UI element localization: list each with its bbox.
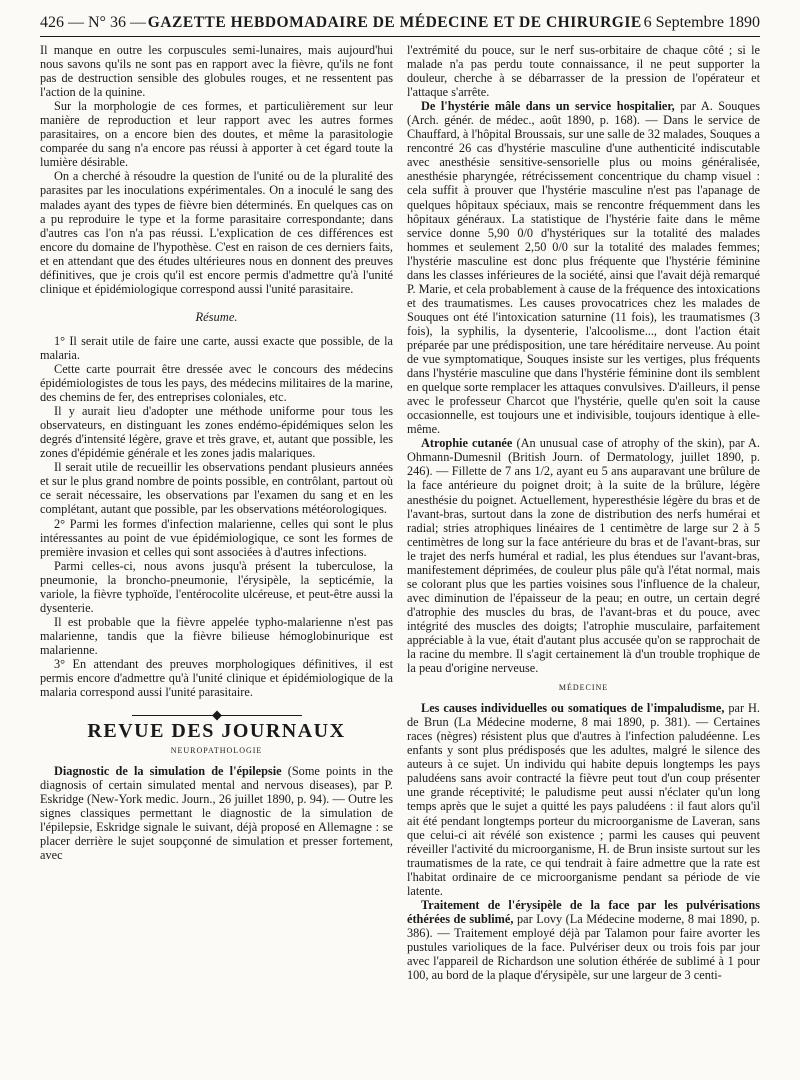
article-title: Traitement de l'érysipèle de la face par les pulvérisations éthérées de sublimé,	[407, 897, 760, 926]
section-label: NEUROPATHOLOGIE	[170, 746, 263, 756]
paragraph: l'extrémité du pouce, sur le nerf sus-orbitaire de chaque côté ; si le malade n'a pas perdu toute connaissance, il ne peut supporter la douleur, cherche à se débarrasser de la pression de l'opérateur et l'attaque s'arrête.	[407, 43, 760, 100]
resume-heading: Résume.	[195, 309, 238, 324]
paragraph: 1° Il serait utile de faire une carte, aussi exacte que possible, de la malaria.	[40, 333, 393, 362]
paragraph: Il y aurait lieu d'adopter une méthode uniforme pour tous les observateurs, en distinguant les zones endémo-épidémiques selon les degrés d'intensité légère, grave et très grave, et, autant que possible, les zones d'épidémie générale et les zones jadis malariques.	[40, 404, 393, 461]
article-title: Atrophie cutanée	[421, 436, 517, 451]
paragraph: 3° En attendant des preuves morphologiques définitives, il est permis encore d'admettre qu'à l'unité clinique et épidémiologique de la malaria correspond aussi l'unité parasitaire.	[40, 656, 393, 700]
section-label: MÉDECINE	[558, 683, 609, 693]
article-title: De l'hystérie mâle dans un service hospitalier,	[421, 99, 681, 114]
paragraph: Il est probable que la fièvre appelée typho-malarienne n'est pas malarienne, tandis que la fièvre bilieuse hémoglobinurique est malarienne.	[40, 614, 393, 657]
article-entry	[407, 898, 760, 982]
left-column	[40, 43, 393, 982]
article-text: par H. de Brun (La Médecine moderne, 8 mai 1890, p. 381). — Certaines races (nègres) résistent plus que d'autres à l'infection paludéenne. Les enfants y sont plus prédisposés que les adultes, malgré le silence des auteurs à ce sujet. Un individu qui habite depuis longtemps les pays paludéens sans avoir contracté la fièvre peut tout d'un coup présenter une grande réceptivité; le paludisme peut aussi n'éclater qu'un long temps après que le sujet a quitté les pays paludéens : il faut alors qu'il ait été pendant longtemps porteur du microorganisme de Laveran, sans que celui-ci ait révélé son existence ; parmi les causes qui peuvent réveiller l'activité du microorganisme, H. de Brun insiste surtout sur les traumatismes de la rate, ce qui tendrait à faire admettre que la rate est l'habitat ordinaire de ce microorganisme pendant sa période de vie latente.	[407, 701, 761, 898]
article-text: (An unusual case of atrophy of the skin), par A. Ohmann-Dumesnil (British Journ. of Dermatology, juillet 1890, p. 246). — Fillette de 7 ans 1/2, ayant eu 5 ans auparavant une brûlure de la face antérieure du poignet droit; à la suite de la brûlure, légère anesthésie du poignet. Actuellement, hyperesthésie légère du bras et de l'avant-bras, surtout dans la zone de distribution des nerfs humérai et radial; stries atrophiques linéaires de 1 centimètre de large sur 2 à 5 centimètres de long sur la face antérieure du bras et de l'avant-bras, sur le trajet des nerfs huméral et radial, les plus étendues sur l'avant-bras, manifestement déprimées, de couleur plus pâle qu'à l'état normal, mais se colorant plus que les parties voisines sous l'influence de la chaleur, avec diminution de l'épaisseur de la peau; en outre, un certain degré d'atrophie des muscles du bras, de l'avant-bras et du pouce, avec intégrité des muscles des doigts; l'atrophie musculaire, parfaitement appréciable à la vue, était d'autant plus accusée qu'on se rapprochait de la racine du membre. Il s'agit certainement là d'un trouble trophique de la peau d'origine nerveuse.	[407, 436, 760, 676]
paragraph: 2° Parmi les formes d'infection malarienne, celles qui sont le plus intéressantes au point de vue épidémiologique, ce sont les formes de première invasion et celles qui sont associées à d'autres infections.	[40, 516, 393, 559]
article-text: par A. Souques (Arch. génér. de médec., août 1890, p. 168). — Dans le service de Chauffard, à l'hôpital Broussais, sur une salle de 32 malades, Souques a rencontré 26 cas d'hystérie masculine d'une authenticité indiscutable avec anesthésie sensitive-sensorielle plus ou moins généralisée, anesthésie pharyngée, rétrécissement concentrique du champ visuel : cela suffit à prouver que l'hystérie masculine n'est pas l'apanage de quelques hôpitaux spéciaux, mais se rencontre fréquemment dans les hôpitaux généraux. La statistique de l'hystérie faite dans le même service donne 5,90 0/0 d'hystériques sur la totalité des malades hommes et seulement 2,50 0/0 sur la totalité des malades femmes; l'hystérie masculine est donc plus fréquente que l'hystérie féminine dans les classes inférieures de la société, ainsi que l'avait déjà remarqué P. Marie, et cela probablement à cause de la fréquence des intoxications et des traumatismes. Les causes provocatrices chez les malades de Souques ont été l'intoxication saturnine (11 fois), les traumatismes (3 fois), la syphilis, la dysenterie, l'alcoolisme..., dont l'action était préparée par une prédisposition, une tare héréditaire nerveuse. Au point de vue symptomatique, Souques insiste sur les vertiges, plus fréquents dans l'hystérie masculine que dans l'hystérie féminine dont ils semblent en quelque sorte remplacer les attaques convulsives. D'ailleurs, il pense avec le professeur Charcot que l'hystérie, quelle qu'en soit la cause occasionnelle, est toujours une et indivisible, toujours identique à elle-même.	[407, 99, 760, 437]
page-number: 426 — N° 36 —	[40, 14, 146, 31]
article-entry	[407, 701, 760, 898]
issue-date: 6 Septembre 1890	[643, 14, 760, 31]
revue-heading: REVUE DES JOURNAUX	[87, 720, 346, 743]
article-entry	[40, 764, 393, 862]
paragraph: On a cherché à résoudre la question de l'unité ou de la pluralité des parasites par les inoculations expérimentales. On a inoculé le sang des malades ayant des types de fièvre bien déterminés. En quelques cas on a pu reproduire le type et la forme parasitaire correspondante; dans d'autres cas l'on n'a pas réussi. L'explication de ces différences est encore du domaine de l'hypothèse. C'est en raison de ces derniers faits, et en attendant que des études ultérieures nous en donnent des preuves définitives, que je crois qu'il est encore permis d'admettre qu'à l'unité clinique et épidémiologique correspond aussi l'unité parasitaire.	[40, 169, 393, 296]
paragraph: Sur la morphologie de ces formes, et particulièrement sur leur manière de reproduction et leur rapport avec les autres formes parasitaires, on a encore bien des doutes, et même la parasitologie comparée du sang n'a encore pas réussi à apporter à cet égard toute la lumière désirable.	[40, 99, 393, 170]
right-column	[407, 43, 760, 982]
paragraph: Il serait utile de recueillir les observations pendant plusieurs années et sur le plus grand nombre de points possible, en contrôlant, partout où ce serait nécessaire, les observations par l'examen du sang et en les complétant, autant que possible, par les observations météorologiques.	[40, 460, 393, 517]
article-title: Les causes individuelles ou somatiques de l'impaludisme,	[421, 701, 729, 716]
article-title: Diagnostic de la simulation de l'épilepsie	[54, 764, 288, 779]
article-text: (Some points in the diagnosis of certain simulated mental and nervous diseases), par P. Eskridge (New-York medic. Journ., 26 juillet 1890, p. 94). — Outre les signes classiques permettant le diagnostic de la simulation de l'épilepsie, Eskridge signale le suivant, déjà proposé en Allemagne : se placer derrière le sujet soupçonné de simulation et presser fortement, avec	[40, 764, 393, 863]
article-text: par Lovy (La Médecine moderne, 8 mai 1890, p. 386). — Traitement employé déjà par Talamon pour faire avorter les pustules varioliques de la face. Pulvériser deux ou trois fois par jour avec l'appareil de Richardson une solution éthérée de sublimé à 1 pour 100, au bord de la plaque d'érysipèle, sur une largeur de 3 centi-	[407, 911, 760, 983]
paragraph: Il manque en outre les corpuscules semi-lunaires, mais aujourd'hui nous savons qu'ils ne sont pas en rapport avec la fièvre, qu'ils ne font pas de destruction sensible des globules rouges, et ne ressentent pas l'action de la quinine.	[40, 43, 393, 100]
paragraph: Cette carte pourrait être dressée avec le concours des médecins épidémiologistes de tous les pays, des médecins militaires de la marine, des chemins de fer, des entreprises coloniales, etc.	[40, 361, 393, 405]
paragraph: Parmi celles-ci, nous avons jusqu'à présent la tuberculose, la pneumonie, la broncho-pneumonie, l'érysipèle, la septicémie, la variole, la fièvre typhoïde, l'entérocolite ulcéreuse, et peut-être aussi la dysenterie.	[40, 558, 393, 615]
divider-ornament	[132, 715, 302, 716]
running-header	[40, 14, 760, 37]
article-entry	[407, 436, 760, 675]
article-entry	[407, 99, 760, 436]
journal-title: GAZETTE HEBDOMADAIRE DE MÉDECINE ET DE CHIRURGIE	[147, 14, 642, 31]
